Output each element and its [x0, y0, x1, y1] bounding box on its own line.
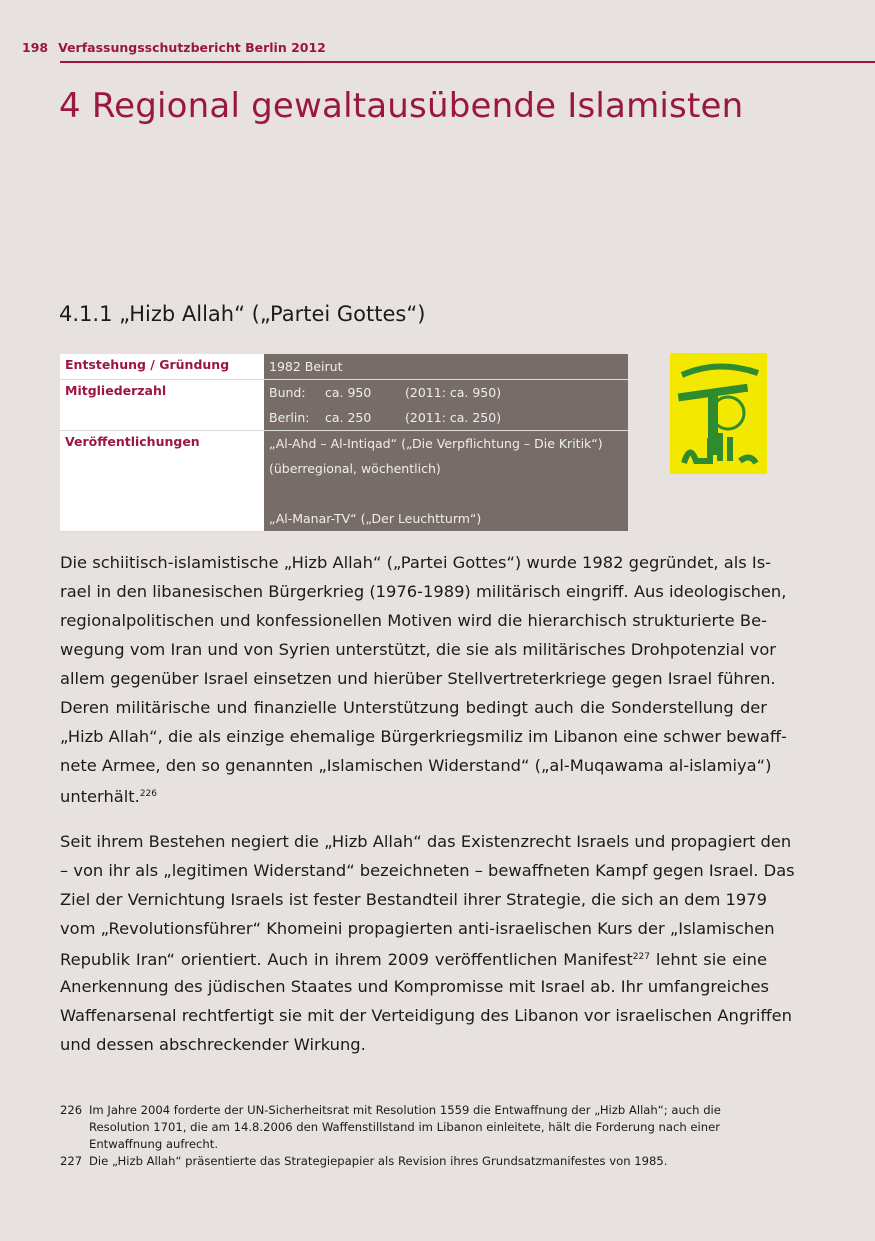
line-text: allem gegenüber Israel einsetzen und hierüber Stellvertreterkriege gegen Israel führen.: [60, 669, 776, 688]
page-number: 198: [22, 40, 49, 55]
text-line: [60, 943, 767, 972]
footnote-text: Resolution 1701, die am 14.8.2006 den Waffenstillstand im Libanon einleitete, hält die Forderung nach einer: [89, 1120, 720, 1134]
text-line: [60, 827, 792, 856]
count: ca. 250: [325, 410, 372, 425]
line-text: Seit ihrem Bestehen negiert die „Hizb Allah“ das Existenzrecht Israels und propagiert den: [60, 832, 792, 851]
footnote-line: [60, 1102, 780, 1119]
text-line: [60, 606, 767, 635]
text-line: [60, 1030, 767, 1059]
text-line: [60, 693, 767, 722]
line-text: Deren militärische und finanzielle Unterstützung bedingt auch die Sonderstellung der: [60, 698, 767, 717]
members-row: [269, 380, 623, 405]
paragraph-1: [60, 548, 787, 809]
line-text: Anerkennung des jüdischen Staates und Kompromisse mit Israel ab. Ihr umfangreiches: [60, 977, 769, 996]
members-row: [269, 405, 623, 430]
line-text: regionalpolitischen und konfessionellen Motiven wird die hierarchisch strukturierte Be-: [60, 611, 767, 630]
footnote-line: [60, 1119, 780, 1136]
members-label: Mitgliederzahl: [60, 380, 264, 431]
line-text: „Hizb Allah“, die als einzige ehemalige Bürgerkriegsmiliz im Libanon eine schwer bewaff-: [60, 727, 787, 746]
line-text: und dessen abschreckender Wirkung.: [60, 1035, 366, 1054]
line-text: nete Armee, den so genannten „Islamischen Widerstand“ („al-Muqawama al-islamiya“): [60, 756, 772, 775]
text-line: [60, 780, 767, 809]
previous: (2011: ca. 950): [405, 385, 502, 400]
text-line: [60, 722, 787, 751]
text-line: [60, 635, 776, 664]
scope: Bund:: [269, 385, 306, 400]
chapter-title: 4 Regional gewaltausübende Islamisten: [59, 86, 744, 126]
text-line: [60, 664, 776, 693]
text-line: [60, 885, 767, 914]
spacer: [269, 481, 623, 506]
section-title: 4.1.1 „Hizb Allah“ („Partei Gottes“): [59, 302, 426, 326]
text-line: [60, 972, 767, 1001]
paragraph-2: [60, 827, 795, 1059]
text-line: [60, 1001, 792, 1030]
line-text: unterhält.: [60, 787, 140, 806]
line-text: – von ihr als „legitimen Widerstand“ bezeichneten – bewaffneten Kampf gegen Israel. Das: [60, 861, 795, 880]
publications-label: Veröffentlichungen: [60, 431, 264, 532]
header-rule: [60, 61, 875, 63]
footnote-text: Entwaffnung aufrecht.: [89, 1137, 219, 1151]
footnote-line: [60, 1153, 780, 1170]
previous: (2011: ca. 250): [405, 410, 502, 425]
text-line: [60, 914, 775, 943]
line-text: lehnt sie eine: [649, 950, 767, 969]
footnote-number: 226: [60, 1103, 83, 1117]
line-text: Republik Iran“ orientiert. Auch in ihrem 2009 veröffentlichen Manifest: [60, 950, 633, 969]
footnote-text: Die „Hizb Allah“ präsentierte das Strategiepapier als Revision ihres Grundsatzmanifestes von 1985.: [89, 1154, 668, 1168]
line-text: wegung vom Iran und von Syrien unterstützt, die sie als militärisches Drohpotenzial vor: [60, 640, 776, 659]
founding-label: Entstehung / Gründung: [60, 354, 264, 380]
text-line: [60, 856, 795, 885]
text-line: [60, 577, 787, 606]
footnotes: [60, 1102, 780, 1170]
line-text: rael in den libanesischen Bürgerkrieg (1976-1989) militärisch eingriff. Aus ideologischen,: [60, 582, 787, 601]
scope: Berlin:: [269, 410, 310, 425]
footnote-number: [60, 1136, 89, 1153]
table-row: [60, 354, 628, 380]
line-text: vom „Revolutionsführer“ Khomeini propagierten anti-israelischen Kurs der „Islamischen: [60, 919, 775, 938]
text-line: [60, 548, 772, 577]
count: ca. 950: [325, 385, 372, 400]
publication: „Al-Ahd – Al-Intiqad“ („Die Verpflichtung – Die Kritik“): [269, 436, 603, 451]
footnote-number: 227: [60, 1154, 83, 1168]
footnote-ref: 227: [632, 952, 650, 962]
footnote-line: [60, 1136, 780, 1153]
table-row: [60, 431, 628, 532]
factsheet-table: [60, 354, 628, 532]
table-row: [60, 380, 628, 431]
line-text: Ziel der Vernichtung Israels ist fester Bestandteil ihrer Strategie, die sich an dem 1979: [60, 890, 767, 909]
footnote-text: Im Jahre 2004 forderte der UN-Sicherheitsrat mit Resolution 1559 die Entwaffnung der „Hizb Allah“; auch die: [89, 1103, 721, 1117]
publication: (überregional, wöchentlich): [269, 461, 441, 476]
text-line: [60, 751, 772, 780]
running-title: Verfassungsschutzbericht Berlin 2012: [58, 40, 326, 55]
line-text: Die schiitisch-islamistische „Hizb Allah“ („Partei Gottes“) wurde 1982 gegründet, als Is-: [60, 553, 772, 572]
footnote-ref: 226: [139, 789, 158, 799]
hizb-allah-flag-logo: [670, 353, 767, 474]
founding-value: 1982 Beirut: [269, 359, 343, 374]
line-text: Waffenarsenal rechtfertigt sie mit der Verteidigung des Libanon vor israelischen Angriffen: [60, 1006, 792, 1025]
running-header: [22, 40, 326, 55]
footnote-number: [60, 1119, 89, 1136]
publication: „Al-Manar-TV“ („Der Leuchtturm“): [269, 511, 482, 526]
